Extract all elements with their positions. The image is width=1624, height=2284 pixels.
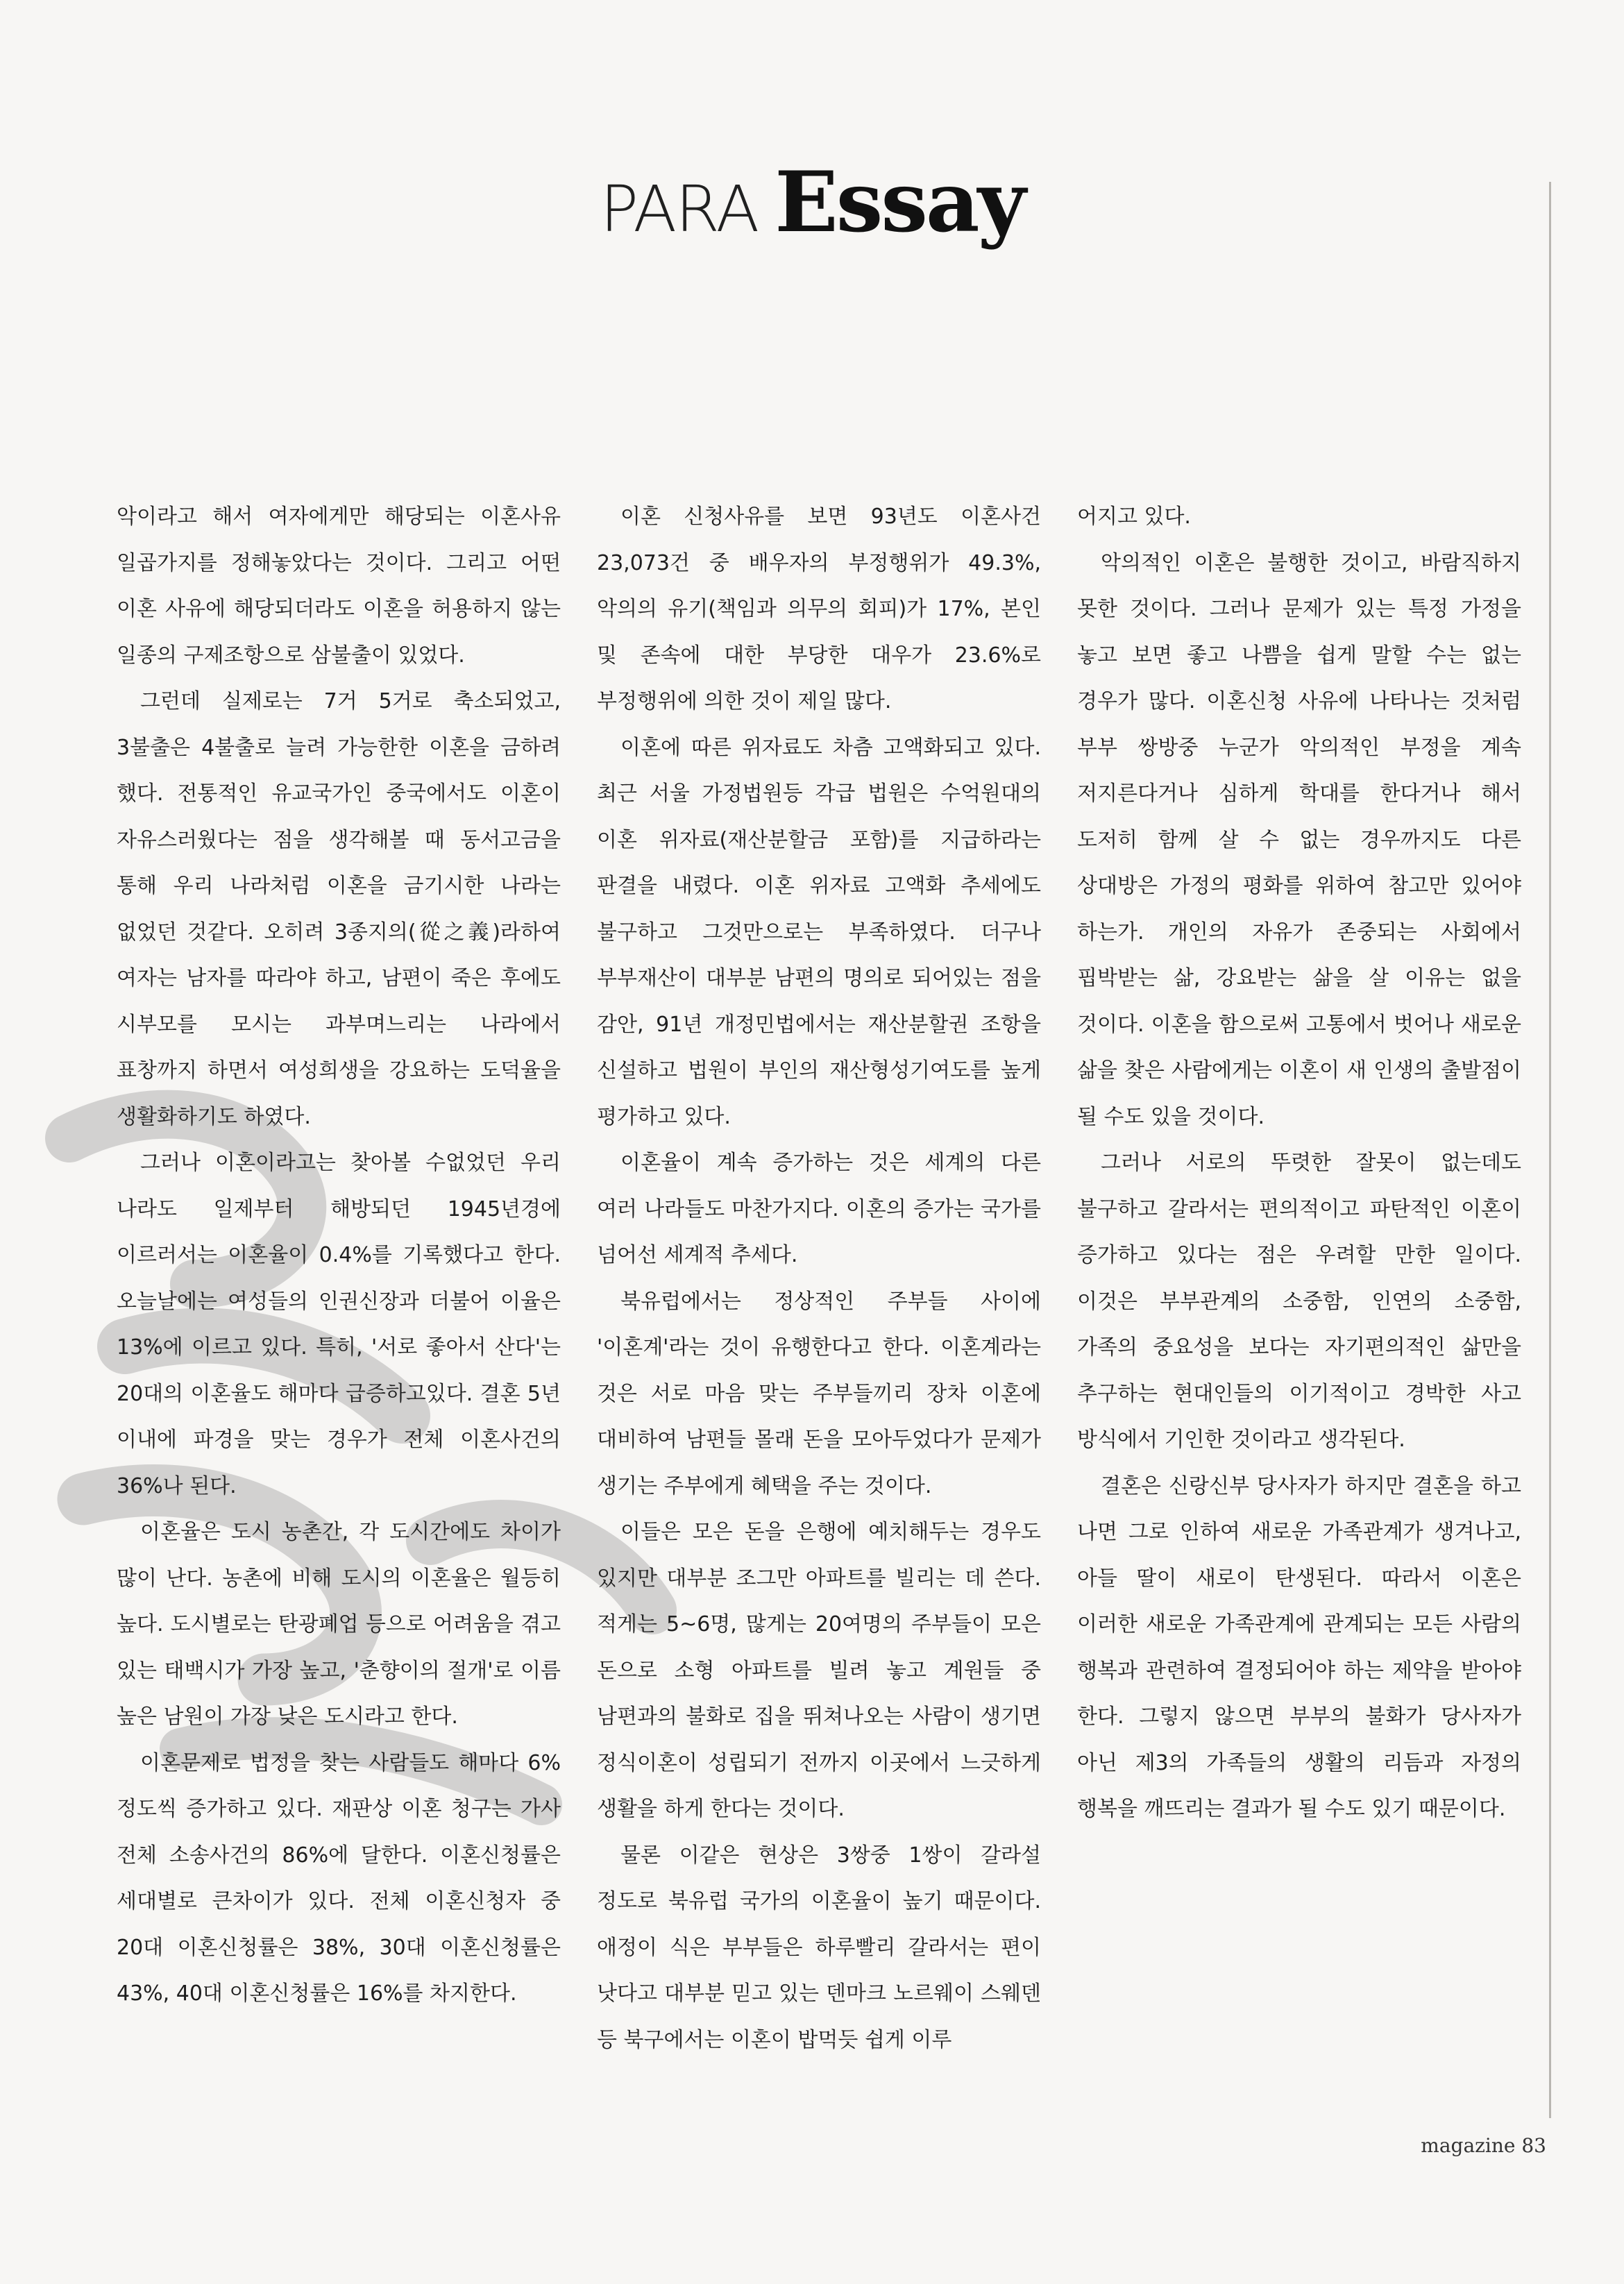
column-middle [597,494,1041,2063]
paragraph: 악의적인 이혼은 불행한 것이고, 바람직하지 못한 것이다. 그러나 문제가 있는 특정 가정을 놓고 보면 좋고 나쁨을 쉽게 말할 수는 없는 경우가 많다. 이혼신청 사유에 나타나는 것처럼 부부 쌍방중 누군가 악의적인 부정을 계속 저지른다거나 심하게 학대를 한다거나 해서 도저히 함께 살 수 없는 경우까지도 다른 상대방은 가정의 평화를 위하여 참고만 있어야 하는가. 개인의 자유가 존중되는 사회에서 핍박받는 삶, 강요받는 삶을 살 이유는 없을 것이다. 이혼을 함으로써 고통에서 벗어나 새로운 삶을 찾은 사람에게는 이혼이 새 인생의 출발점이 될 수도 있을 것이다. [1077,550,1521,1129]
paragraph: 이혼 신청사유를 보면 93년도 이혼사건 23,073건 중 배우자의 부정행위가 49.3%, 악의의 유기(책임과 의무의 회피)가 17%, 본인 및 존속에 대한 부당한 대우가 23.6%로 부정행위에 의한 것이 제일 많다. [597,505,1041,713]
title-essay: Essay [775,153,1024,251]
paragraph: 그러나 이혼이라고는 찾아볼 수없었던 우리 나라도 일제부터 해방되던 1945년경에 이르러서는 이혼율이 0.4%를 기록했다고 한다. 오늘날에는 여성들의 인권신장과 더불어 이율은 13%에 이르고 있다. 특히, '서로 좋아서 산다'는 20대의 이혼율도 해마다 급증하고있다. 결혼 5년 이내에 파경을 맞는 경우가 전체 이혼사건의 36%나 된다. [117,1151,561,1498]
paragraph: 어지고 있다. [1077,505,1191,529]
paragraph: 이혼율이 계속 증가하는 것은 세계의 다른 여러 나라들도 마찬가지다. 이혼의 증가는 국가를 넘어선 세계적 추세다. [597,1151,1041,1267]
article-body [0,494,1624,2125]
paragraph: 결혼은 신랑신부 당사자가 하지만 결혼을 하고 나면 그로 인하여 새로운 가족관계가 생겨나고, 아들 딸이 새로이 탄생된다. 따라서 이혼은 이러한 새로운 가족관계에 관계되는 모든 사람의 행복과 관련하여 결정되어야 하는 제약을 받아야 한다. 그렇지 않으면 부부의 불화가 당사자가 아닌 제3의 가족들의 생활의 리듬과 자정의 행복을 깨뜨리는 결과가 될 수도 있기 때문이다. [1077,1473,1521,1821]
paragraph: 악이라고 해서 여자에게만 해당되는 이혼사유 일곱가지를 정해놓았다는 것이다. 그리고 어떤 이혼 사유에 해당되더라도 이혼을 허용하지 않는 일종의 구제조항으로 삼불출이 있었다. [117,505,561,668]
column-right [1077,494,1521,1833]
page-title [0,153,1624,251]
page-footer-label: magazine 83 [1421,2134,1546,2157]
title-para: PARA [600,172,759,246]
column-left [117,494,561,2017]
paragraph: 이혼율은 도시 농촌간, 각 도시간에도 차이가 많이 난다. 농촌에 비해 도시의 이혼율은 월등히 높다. 도시별로는 탄광폐업 등으로 어려움을 겪고 있는 태백시가 가장 높고, '춘향이의 절개'로 이름 높은 남원이 가장 낮은 도시라고 한다. [117,1520,561,1729]
paragraph: 물론 이같은 현상은 3쌍중 1쌍이 갈라설 정도로 북유럽 국가의 이혼율이 높기 때문이다. 애정이 식은 부부들은 하루빨리 갈라서는 편이 낫다고 대부분 믿고 있는 덴마크 노르웨이 스웨덴 등 북구에서는 이혼이 밥먹듯 쉽게 이루 [597,1843,1041,2052]
paragraph: 이들은 모은 돈을 은행에 예치해두는 경우도 있지만 대부분 조그만 아파트를 빌리는 데 쓴다. 적게는 5~6명, 많게는 20여명의 주부들이 모은 돈으로 소형 아파트를 빌려 놓고 계원들 중 남편과의 불화로 집을 뛰쳐나오는 사람이 생기면 정식이혼이 성립되기 전까지 이곳에서 느긋하게 생활을 하게 한다는 것이다. [597,1520,1041,1821]
paragraph: 이혼문제로 법정을 찾는 사람들도 해마다 6%정도씩 증가하고 있다. 재판상 이혼 청구는 가사 전체 소송사건의 86%에 달한다. 이혼신청률은 세대별로 큰차이가 있다. 전체 이혼신청자 중 20대 이혼신청률은 38%, 30대 이혼신청률은 43%, 40대 이혼신청률은 16%를 차지한다. [117,1750,561,2006]
paragraph: 북유럽에서는 정상적인 주부들 사이에 '이혼계'라는 것이 유행한다고 한다. 이혼계라는 것은 서로 마음 맞는 주부들끼리 장차 이혼에 대비하여 남편들 몰래 돈을 모아두었다가 문제가 생기는 주부에게 혜택을 주는 것이다. [597,1289,1041,1498]
paragraph: 그런데 실제로는 7거 5거로 축소되었고, 3불출은 4불출로 늘려 가능한한 이혼을 금하려 했다. 전통적인 유교국가인 중국에서도 이혼이 자유스러웠다는 점을 생각해볼 때 동서고금을 통해 우리 나라처럼 이혼을 금기시한 나라는 없었던 것같다. 오히려 3종지의(從之義)라하여 여자는 남자를 따라야 하고, 남편이 죽은 후에도 시부모를 모시는 과부며느리는 나라에서 표창까지 하면서 여성희생을 강요하는 도덕율을 생활화하기도 하였다. [117,689,561,1129]
paragraph: 이혼에 따른 위자료도 차츰 고액화되고 있다. 최근 서울 가정법원등 각급 법원은 수억원대의 이혼 위자료(재산분할금 포함)를 지급하라는 판결을 내렸다. 이혼 위자료 고액화 추세에도 불구하고 그것만으로는 부족하였다. 더구나 부부재산이 대부분 남편의 명의로 되어있는 점을 감안, 91년 개정민법에서는 재산분할권 조항을 신설하고 법원이 부인의 재산형성기여도를 높게 평가하고 있다. [597,735,1041,1129]
paragraph: 그러나 서로의 뚜렷한 잘못이 없는데도 불구하고 갈라서는 편의적이고 파탄적인 이혼이 증가하고 있다는 점은 우려할 만한 일이다. 이것은 부부관계의 소중함, 인연의 소중함, 가족의 중요성을 보다는 자기편의적인 삶만을 추구하는 현대인들의 이기적이고 경박한 사고 방식에서 기인한 것이라고 생각된다. [1077,1151,1521,1452]
